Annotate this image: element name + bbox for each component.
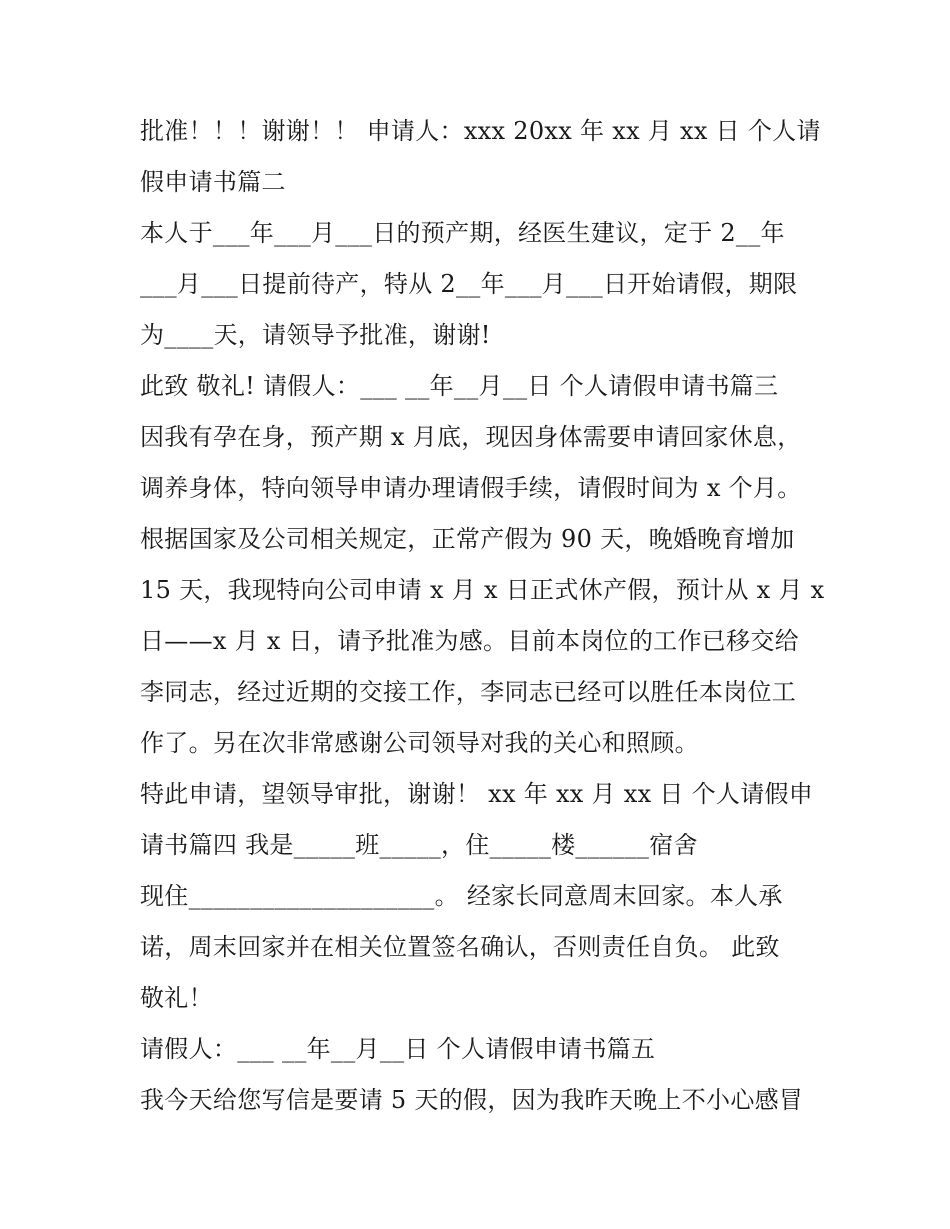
text-line: 请假人：___ __年__月__日 个人请假申请书篇五	[140, 1035, 656, 1063]
text-line: 根据国家及公司相关规定，正常产假为 90 天，晚婚晚育增加	[140, 525, 795, 553]
text-line: 此致 敬礼! 请假人：___ __年__月__日 个人请假申请书篇三	[140, 372, 779, 400]
text-line: 请书篇四 我是_____班_____，住_____楼______宿舍	[140, 831, 698, 859]
text-line: 现住____________________。 经家长同意周末回家。本人承	[140, 882, 783, 910]
document-page	[140, 106, 830, 1126]
text-line: 假申请书篇二	[140, 168, 286, 196]
text-line: 日——x 月 x 日，请予批准为感。目前本岗位的工作已移交给	[140, 627, 799, 655]
text-line: 为____天，请领导予批准，谢谢!	[140, 321, 491, 349]
text-line: 批准！！！谢谢！！ 申请人：xxx 20xx 年 xx 月 xx 日 个人请	[140, 117, 821, 145]
text-line: 作了。另在次非常感谢公司领导对我的关心和照顾。	[140, 729, 699, 757]
text-line: 15 天，我现特向公司申请 x 月 x 日正式休产假，预计从 x 月 x	[140, 576, 825, 604]
text-line: 李同志，经过近期的交接工作，李同志已经可以胜任本岗位工	[140, 678, 797, 706]
text-line: 因我有孕在身，预产期 x 月底，现因身体需要申请回家休息，	[140, 423, 802, 451]
text-line: 敬礼！	[140, 984, 213, 1012]
text-line: 诺，周末回家并在相关位置签名确认，否则责任自负。 此致	[140, 933, 780, 961]
text-line: 调养身体，特向领导申请办理请假手续，请假时间为 x 个月。	[140, 474, 802, 502]
text-line: 我今天给您写信是要请 5 天的假，因为我昨天晚上不小心感冒	[140, 1086, 804, 1114]
text-line: 特此申请，望领导审批，谢谢！ xx 年 xx 月 xx 日 个人请假申	[140, 780, 814, 808]
text-line: 本人于___年___月___日的预产期，经医生建议，定于 2__年	[140, 219, 785, 247]
text-line: ___月___日提前待产，特从 2__年___月___日开始请假，期限	[140, 270, 798, 298]
